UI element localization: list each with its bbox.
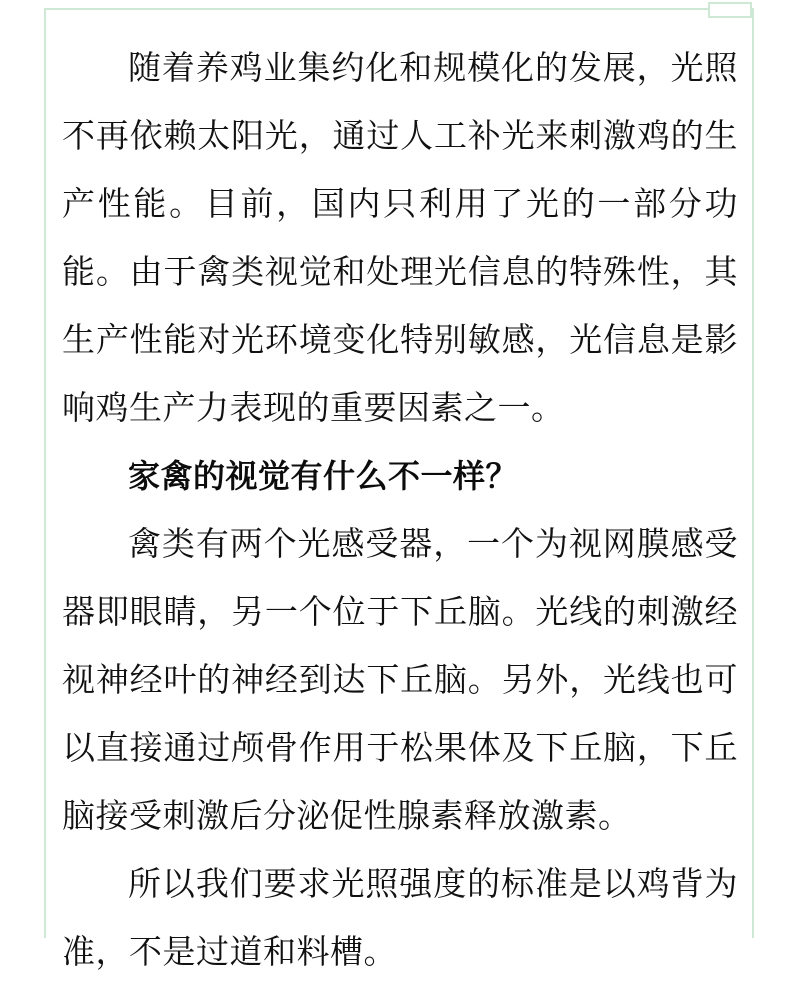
document-body <box>62 34 738 986</box>
section-heading: 家禽的视觉有什么不一样？ <box>128 458 519 494</box>
paragraph-2: 禽类有两个光感受器，一个为视网膜感受器即眼睛，另一个位于下丘脑。光线的刺激经视神经叶的神经到达下丘脑。另外，光线也可以直接通过颅骨作用于松果体及下丘脑，下丘脑接受刺激后分泌促性腺素释放激素。 <box>62 525 738 834</box>
decorative-frame-notch <box>708 2 752 18</box>
paragraph-3: 所以我们要求光照强度的标准是以鸡背为准，不是过道和料槽。 <box>62 865 738 970</box>
paragraph-1: 随着养鸡业集约化和规模化的发展，光照不再依赖太阳光，通过人工补光来刺激鸡的生产性能。目前，国内只利用了光的一部分功能。由于禽类视觉和处理光信息的特殊性，其生产性能对光环境变化特别敏感，光信息是影响鸡生产力表现的重要因素之一。 <box>62 49 738 426</box>
